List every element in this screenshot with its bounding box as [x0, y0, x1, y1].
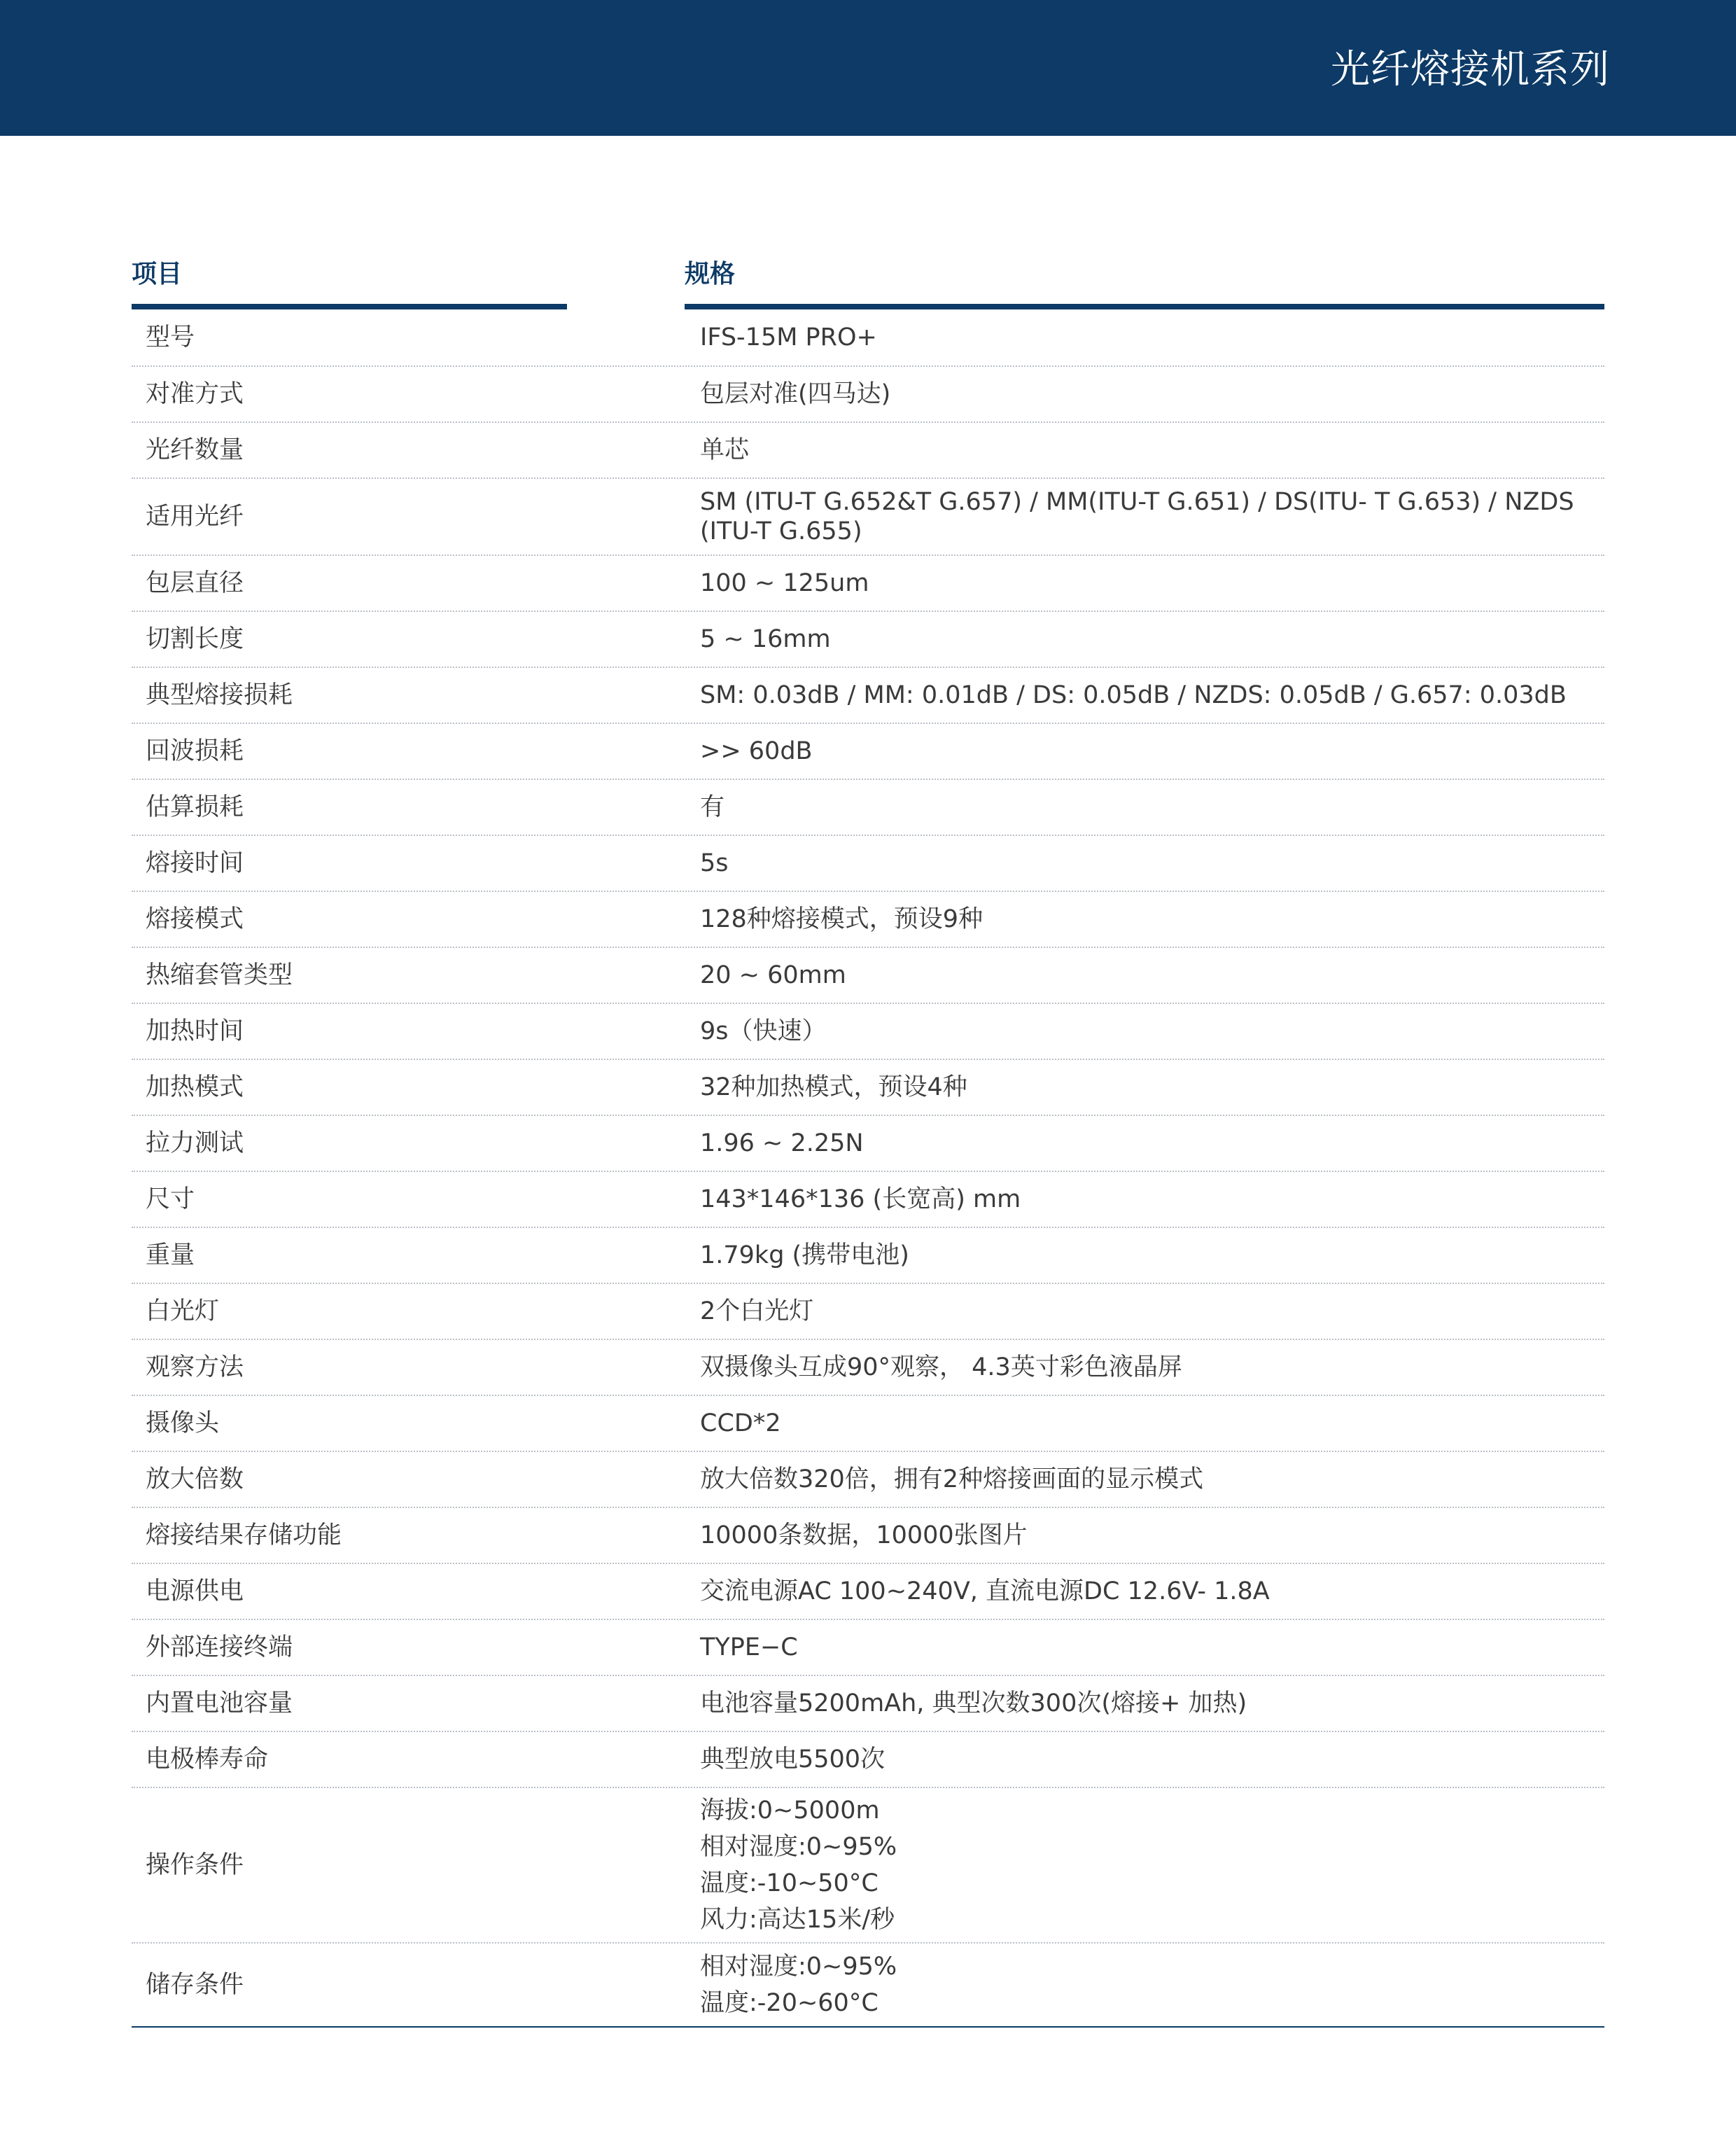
table-row — [132, 1452, 1604, 1508]
spec-line: 1.96 ~ 2.25N — [700, 1129, 864, 1157]
table-row — [132, 556, 1604, 612]
row-spec — [692, 1349, 1604, 1386]
row-spec — [692, 1629, 1604, 1666]
spec-line: 5 ~ 16mm — [700, 625, 831, 653]
table-row — [132, 1060, 1604, 1116]
spec-line: 128种熔接模式，预设9种 — [700, 905, 983, 933]
table-row — [132, 1676, 1604, 1732]
spec-line: 143*146*136 (长宽高) mm — [700, 1185, 1021, 1213]
spec-line: 相对湿度:0~95% — [700, 1953, 897, 1981]
spec-line: 相对湿度:0~95% — [700, 1833, 897, 1861]
spec-line: 双摄像头互成90°观察， 4.3英寸彩色液晶屏 — [700, 1353, 1182, 1381]
row-item: 熔接模式 — [146, 905, 244, 933]
spec-line: 单芯 — [700, 436, 750, 464]
row-spec — [692, 1405, 1604, 1442]
spec-line: 10000条数据，10000张图片 — [700, 1521, 1028, 1549]
row-item: 熔接结果存储功能 — [146, 1521, 342, 1549]
row-item: 对准方式 — [146, 380, 244, 408]
row-item: 切割长度 — [146, 625, 244, 653]
row-spec — [692, 733, 1604, 769]
table-row — [132, 780, 1604, 836]
row-item: 内置电池容量 — [146, 1689, 293, 1717]
row-spec — [692, 487, 1604, 546]
row-item: 操作条件 — [146, 1851, 244, 1879]
row-spec — [692, 901, 1604, 937]
row-spec — [692, 1293, 1604, 1330]
spec-line: TYPE−C — [700, 1633, 798, 1661]
spec-line: 放大倍数320倍，拥有2种熔接画面的显示模式 — [700, 1465, 1204, 1493]
row-item: 外部连接终端 — [146, 1633, 293, 1661]
row-spec — [692, 1013, 1604, 1049]
row-item: 储存条件 — [146, 1971, 244, 1999]
spec-table — [132, 253, 1604, 2028]
spec-line: 包层对准(四马达) — [700, 380, 891, 408]
row-spec — [692, 1573, 1604, 1610]
row-spec — [692, 1125, 1604, 1162]
row-spec — [692, 1948, 1604, 2021]
table-row — [132, 423, 1604, 479]
row-spec — [692, 376, 1604, 412]
spec-line: 9s（快速） — [700, 1017, 827, 1045]
row-item: 白光灯 — [146, 1297, 220, 1325]
spec-line: 20 ~ 60mm — [700, 961, 846, 989]
top-banner — [0, 0, 1736, 136]
table-row — [132, 1284, 1604, 1340]
spec-line: CCD*2 — [700, 1409, 781, 1437]
row-spec — [692, 432, 1604, 468]
row-spec — [692, 1741, 1604, 1778]
row-item: 观察方法 — [146, 1353, 244, 1381]
spec-line: 1.79kg (携带电池) — [700, 1241, 909, 1269]
row-item: 放大倍数 — [146, 1465, 244, 1493]
spec-line: 电池容量5200mAh, 典型次数300次(熔接+ 加热) — [700, 1689, 1247, 1717]
row-spec — [692, 1237, 1604, 1274]
table-row — [132, 724, 1604, 780]
row-item: 回波损耗 — [146, 737, 244, 765]
spec-line: 温度:-20~60°C — [700, 1989, 878, 2017]
row-spec — [692, 621, 1604, 657]
row-spec — [692, 565, 1604, 601]
table-row — [132, 892, 1604, 948]
row-item: 热缩套管类型 — [146, 961, 293, 989]
row-item: 加热模式 — [146, 1073, 244, 1101]
row-spec — [692, 845, 1604, 881]
row-spec — [692, 1792, 1604, 1938]
row-item: 熔接时间 — [146, 849, 244, 877]
table-row — [132, 1564, 1604, 1620]
row-spec — [692, 677, 1604, 713]
spec-line: 温度:-10~50°C — [700, 1869, 878, 1897]
row-item: 尺寸 — [146, 1185, 195, 1213]
table-row — [132, 367, 1604, 423]
row-item: 包层直径 — [146, 569, 244, 597]
spec-line: 交流电源AC 100~240V, 直流电源DC 12.6V- 1.8A — [700, 1577, 1270, 1605]
table-row — [132, 1788, 1604, 1944]
spec-line: IFS-15M PRO+ — [700, 323, 877, 351]
row-item: 典型熔接损耗 — [146, 681, 293, 709]
spec-line: 海拔:0~5000m — [700, 1797, 880, 1825]
banner-title: 光纤熔接机系列 — [1331, 47, 1610, 92]
spec-line: 2个白光灯 — [700, 1297, 814, 1325]
table-row — [132, 1396, 1604, 1452]
row-spec — [692, 1181, 1604, 1218]
row-item: 适用光纤 — [146, 503, 244, 531]
table-row — [132, 479, 1604, 556]
row-item: 光纤数量 — [146, 436, 244, 464]
spec-line: >> 60dB — [700, 737, 813, 765]
row-spec — [692, 1517, 1604, 1554]
row-item: 拉力测试 — [146, 1129, 244, 1157]
table-row — [132, 1508, 1604, 1564]
table-row — [132, 1116, 1604, 1172]
header-spec-label: 规格 — [685, 260, 736, 288]
table-row — [132, 1228, 1604, 1284]
spec-line: SM: 0.03dB / MM: 0.01dB / DS: 0.05dB / NZDS: 0.05dB / G.657: 0.03dB — [700, 681, 1567, 709]
row-spec — [692, 319, 1604, 356]
table-row — [132, 836, 1604, 892]
row-spec — [692, 957, 1604, 993]
table-row — [132, 1732, 1604, 1788]
table-row — [132, 1004, 1604, 1060]
spec-line: SM (ITU-T G.652&T G.657) / MM(ITU-T G.651) / DS(ITU- T G.653) / NZDS (ITU-T G.655) — [700, 488, 1574, 545]
table-row — [132, 309, 1604, 367]
row-item: 加热时间 — [146, 1017, 244, 1045]
row-spec — [692, 1461, 1604, 1498]
header-rule-left — [132, 304, 567, 309]
table-header — [132, 253, 1604, 309]
table-row — [132, 1340, 1604, 1396]
spec-line: 100 ~ 125um — [700, 569, 869, 597]
row-spec — [692, 789, 1604, 825]
row-item: 估算损耗 — [146, 793, 244, 821]
header-item-label: 项目 — [132, 260, 183, 288]
table-row — [132, 612, 1604, 668]
row-item: 型号 — [146, 323, 195, 351]
row-spec — [692, 1685, 1604, 1722]
table-row — [132, 668, 1604, 724]
header-rule-right — [685, 304, 1604, 309]
spec-line: 5s — [700, 849, 729, 877]
spec-line: 有 — [700, 793, 725, 821]
row-item: 重量 — [146, 1241, 195, 1269]
table-row — [132, 1172, 1604, 1228]
row-item: 电极棒寿命 — [146, 1745, 269, 1773]
row-spec — [692, 1069, 1604, 1106]
spec-line: 32种加热模式，预设4种 — [700, 1073, 967, 1101]
table-row — [132, 948, 1604, 1004]
spec-line: 风力:高达15米/秒 — [700, 1906, 895, 1934]
spec-line: 典型放电5500次 — [700, 1745, 886, 1773]
table-row — [132, 1944, 1604, 2028]
row-item: 摄像头 — [146, 1409, 220, 1437]
row-item: 电源供电 — [146, 1577, 244, 1605]
table-row — [132, 1620, 1604, 1676]
